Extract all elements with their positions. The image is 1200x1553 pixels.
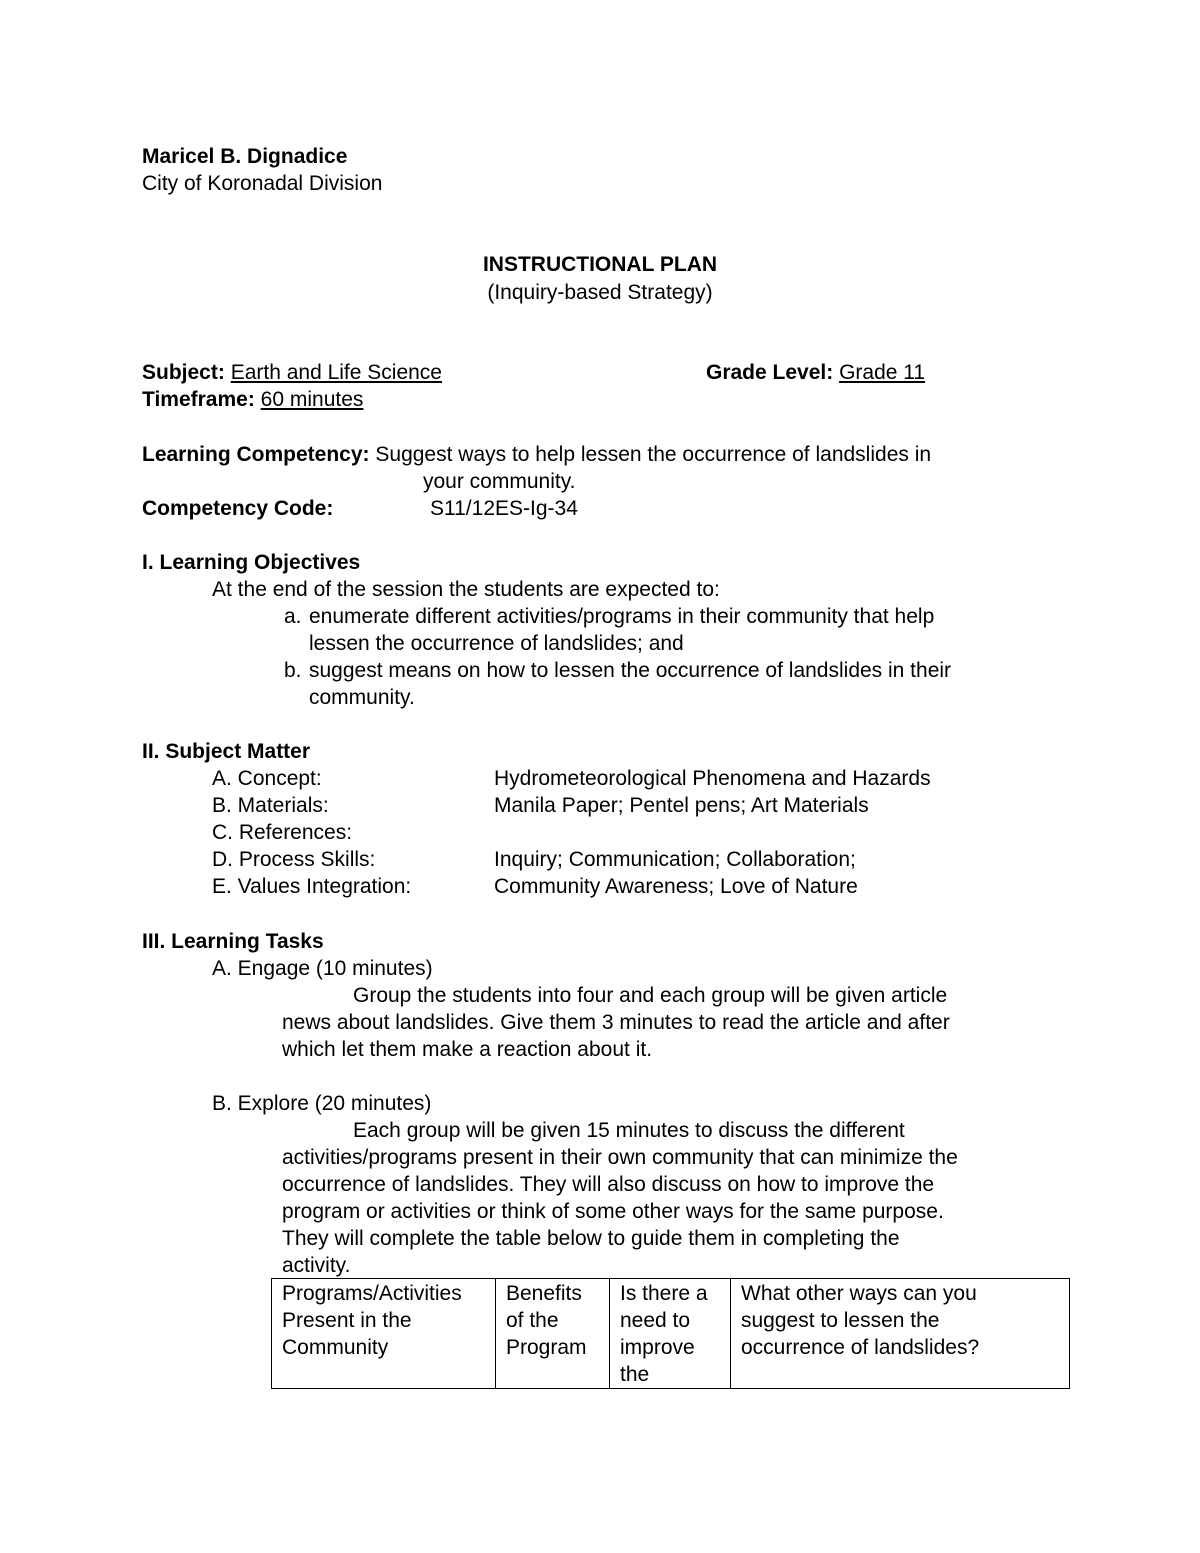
values-integration-label: E. Values Integration: <box>212 875 412 898</box>
subject-matter-heading: II. Subject Matter <box>142 740 311 763</box>
competency-text-1: Suggest ways to help lessen the occurrence of landslides in <box>375 443 932 466</box>
concept-value: Hydrometeorological Phenomena and Hazards <box>494 767 931 790</box>
header-other-ways: What other ways can you suggest to lessen the occurrence of landslides? <box>731 1279 1070 1389</box>
author-division: City of Koronadal Division <box>142 172 383 195</box>
objective-b-line-1: suggest means on how to lessen the occurrence of landslides in their <box>309 659 952 682</box>
objective-a-line-1: enumerate different activities/programs in their community that help <box>309 605 935 628</box>
objective-b-line-2: community. <box>309 686 415 709</box>
objectives-intro: At the end of the session the students are expected to: <box>212 578 720 601</box>
table-header-row <box>272 1279 1070 1389</box>
competency-code-label: Competency Code: <box>142 497 334 520</box>
objectives-heading: I. Learning Objectives <box>142 551 361 574</box>
objective-b-marker: b. <box>284 659 302 682</box>
competency-text-2: your community. <box>423 470 576 493</box>
grade-line <box>706 359 925 386</box>
explore-text-line: occurrence of landslides. They will also discuss on how to improve the <box>282 1173 935 1196</box>
engage-text-line: which let them make a reaction about it. <box>282 1038 653 1061</box>
explore-text-line: activity. <box>282 1254 351 1277</box>
subject-value: Earth and Life Science <box>230 361 442 384</box>
concept-label: A. Concept: <box>212 767 322 790</box>
objective-a-marker: a. <box>284 605 302 628</box>
explore-heading: B. Explore (20 minutes) <box>212 1092 432 1115</box>
materials-value: Manila Paper; Pentel pens; Art Materials <box>494 794 869 817</box>
process-skills-value: Inquiry; Communication; Collaboration; <box>494 848 856 871</box>
explore-text-line: program or activities or think of some other ways for the same purpose. <box>282 1200 944 1223</box>
engage-text-line: Group the students into four and each group will be given article <box>353 984 948 1007</box>
materials-label: B. Materials: <box>212 794 329 817</box>
competency-label: Learning Competency: <box>142 443 370 466</box>
explore-text-line: activities/programs present in their own community that can minimize the <box>282 1146 958 1169</box>
subject-line <box>142 359 442 386</box>
grade-value: Grade 11 <box>839 361 926 384</box>
explore-text-line: Each group will be given 15 minutes to discuss the different <box>353 1119 905 1142</box>
objective-a-line-2: lessen the occurrence of landslides; and <box>309 632 684 655</box>
author-name: Maricel B. Dignadice <box>142 145 348 168</box>
document-subtitle: (Inquiry-based Strategy) <box>487 281 713 304</box>
header-need-to-improve: Is there a need to improve the <box>610 1279 731 1389</box>
subject-label: Subject: <box>142 361 225 384</box>
grade-label: Grade Level: <box>706 361 834 384</box>
competency-line <box>142 441 931 468</box>
engage-text-line: news about landslides. Give them 3 minutes to read the article and after <box>282 1011 950 1034</box>
header-benefits: Benefits of the Program <box>496 1279 610 1389</box>
competency-code-value: S11/12ES-Ig-34 <box>430 497 578 520</box>
document-title: INSTRUCTIONAL PLAN <box>482 253 718 276</box>
values-integration-value: Community Awareness; Love of Nature <box>494 875 858 898</box>
timeframe-value: 60 minutes <box>260 388 364 411</box>
process-skills-label: D. Process Skills: <box>212 848 376 871</box>
learning-tasks-heading: III. Learning Tasks <box>142 930 324 953</box>
timeframe-line <box>142 386 363 413</box>
activity-guide-table <box>271 1278 1070 1389</box>
references-label: C. References: <box>212 821 353 844</box>
engage-heading: A. Engage (10 minutes) <box>212 957 433 980</box>
timeframe-label: Timeframe: <box>142 388 255 411</box>
header-programs-activities: Programs/Activities Present in the Community <box>272 1279 496 1389</box>
explore-text-line: They will complete the table below to guide them in completing the <box>282 1227 900 1250</box>
